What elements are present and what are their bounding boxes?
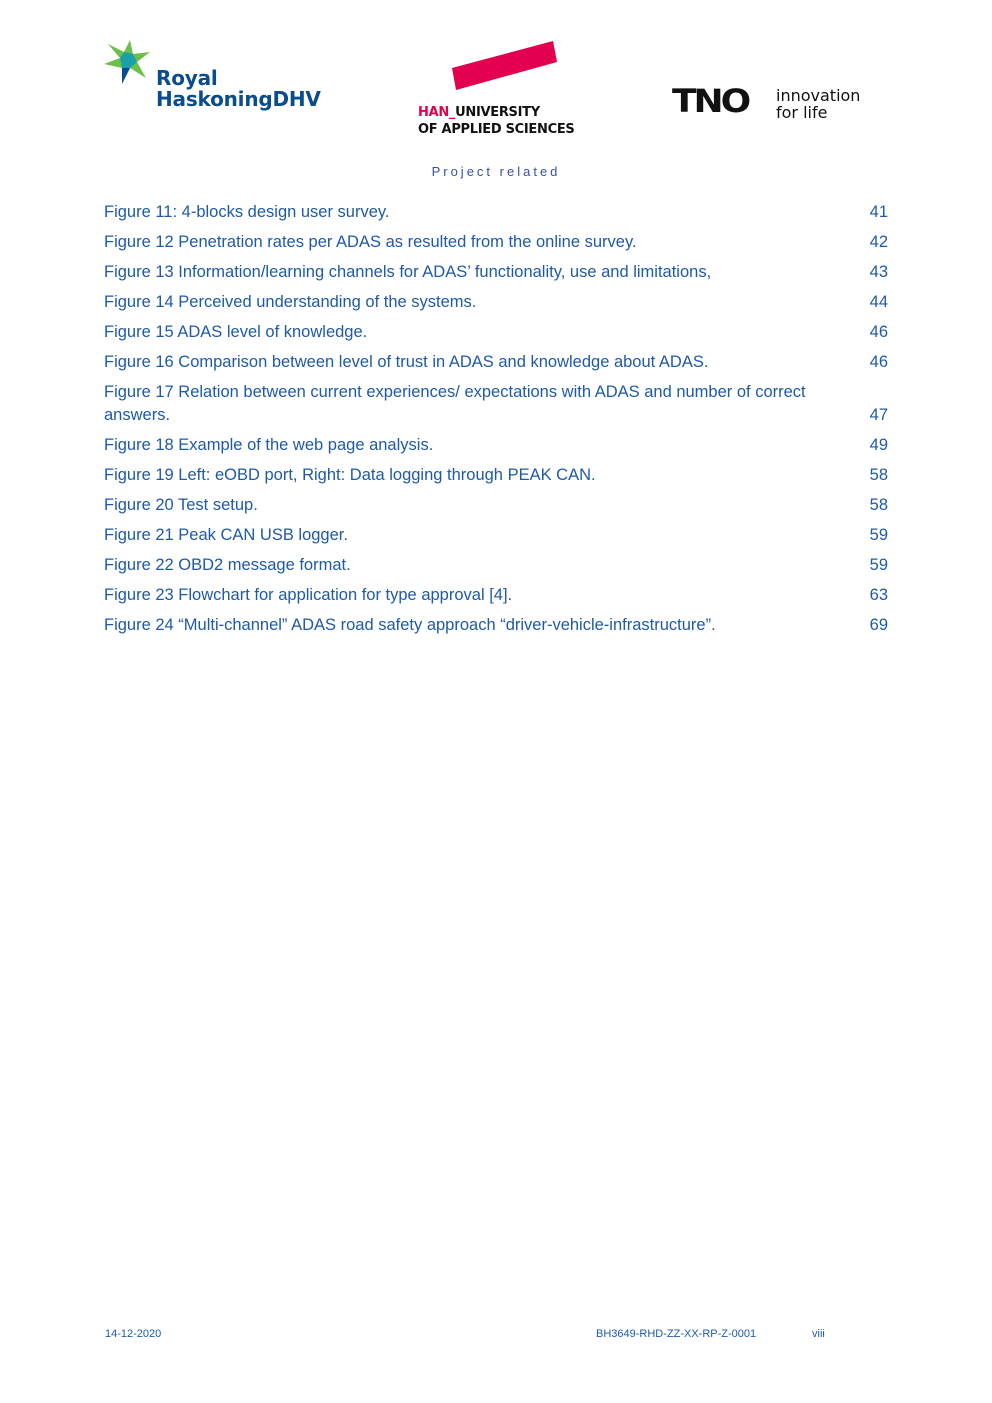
footer-date: 14-12-2020 (105, 1328, 162, 1340)
toc-entry-title[interactable]: Figure 17 Relation between current experiences/ expectations with ADAS and number of correct answers. (104, 383, 806, 424)
toc-entry[interactable] (104, 434, 888, 457)
toc-entry-title[interactable]: Figure 11: 4-blocks design user survey. (104, 203, 390, 221)
footer-reference: BH3649-RHD-ZZ-XX-RP-Z-0001 (596, 1328, 757, 1340)
toc-entry[interactable] (104, 464, 888, 487)
toc-entry-title[interactable]: Figure 14 Perceived understanding of the systems. (104, 293, 477, 311)
han-prefix: HAN_ (418, 105, 456, 120)
toc-entry-title[interactable]: Figure 12 Penetration rates per ADAS as resulted from the online survey. (104, 233, 637, 251)
han-line1: UNIVERSITY (455, 105, 540, 120)
rhdhv-line1: Royal (156, 66, 218, 90)
toc-entry-title[interactable]: Figure 23 Flowchart for application for type approval [4]. (104, 586, 513, 604)
toc-entry-title[interactable]: Figure 22 OBD2 message format. (104, 556, 351, 574)
toc-entry-title[interactable]: Figure 20 Test setup. (104, 496, 258, 514)
tno-tagline-line2: for life (776, 103, 828, 122)
tno-mark: TNO (672, 83, 749, 120)
toc-entry[interactable] (104, 554, 888, 577)
toc-entry-title[interactable]: Figure 19 Left: eOBD port, Right: Data logging through PEAK CAN. (104, 466, 596, 484)
tno-tagline (776, 87, 860, 121)
toc-entry-page[interactable]: 43 (869, 263, 888, 281)
toc-entry-page[interactable]: 58 (869, 496, 888, 514)
toc-entry[interactable] (104, 201, 888, 224)
list-of-figures (104, 201, 888, 644)
toc-entry[interactable] (104, 291, 888, 314)
toc-entry[interactable] (104, 524, 888, 547)
toc-entry-page[interactable]: 63 (869, 586, 888, 604)
toc-entry[interactable] (104, 584, 888, 607)
tno-logo (672, 84, 892, 128)
toc-entry-page[interactable]: 44 (869, 293, 888, 311)
toc-entry[interactable] (104, 351, 888, 374)
toc-entry-page[interactable]: 59 (869, 556, 888, 574)
toc-entry-page[interactable]: 46 (869, 353, 888, 371)
toc-entry[interactable] (104, 231, 888, 254)
toc-entry-page[interactable]: 42 (869, 233, 888, 251)
toc-entry[interactable] (104, 381, 888, 427)
toc-entry-page[interactable]: 59 (869, 526, 888, 544)
toc-entry-title[interactable]: Figure 16 Comparison between level of trust in ADAS and knowledge about ADAS. (104, 353, 709, 371)
han-line2: OF APPLIED SCIENCES (418, 122, 575, 137)
toc-entry-page[interactable]: 41 (869, 203, 888, 221)
toc-entry-title[interactable]: Figure 15 ADAS level of knowledge. (104, 323, 368, 341)
han-university-logo (416, 38, 586, 148)
toc-entry-page[interactable]: 49 (869, 436, 888, 454)
toc-entry-title[interactable]: Figure 24 “Multi-channel” ADAS road safety approach “driver-vehicle-infrastructure”. (104, 616, 716, 634)
bird-star-icon (100, 38, 160, 100)
footer-page-number: viii (812, 1328, 825, 1340)
tno-tagline-line1: innovation (776, 86, 861, 105)
toc-entry[interactable] (104, 261, 888, 284)
toc-entry-title[interactable]: Figure 21 Peak CAN USB logger. (104, 526, 348, 544)
toc-entry[interactable] (104, 494, 888, 517)
han-wordmark (418, 104, 574, 138)
toc-entry-page[interactable]: 47 (869, 406, 888, 424)
toc-entry[interactable] (104, 321, 888, 344)
toc-entry[interactable] (104, 614, 888, 637)
rhdhv-wordmark (156, 68, 321, 110)
royal-haskoningdhv-logo (100, 38, 340, 118)
rhdhv-line2: HaskoningDHV (156, 87, 321, 111)
toc-entry-page[interactable]: 46 (869, 323, 888, 341)
toc-entry-page[interactable]: 58 (869, 466, 888, 484)
toc-entry-page[interactable]: 69 (869, 616, 888, 634)
toc-entry-title[interactable]: Figure 18 Example of the web page analysis. (104, 436, 434, 454)
han-bar-icon (416, 38, 566, 94)
classification-label: Project related (431, 164, 561, 179)
toc-entry-title[interactable]: Figure 13 Information/learning channels for ADAS’ functionality, use and limitations, (104, 263, 712, 281)
